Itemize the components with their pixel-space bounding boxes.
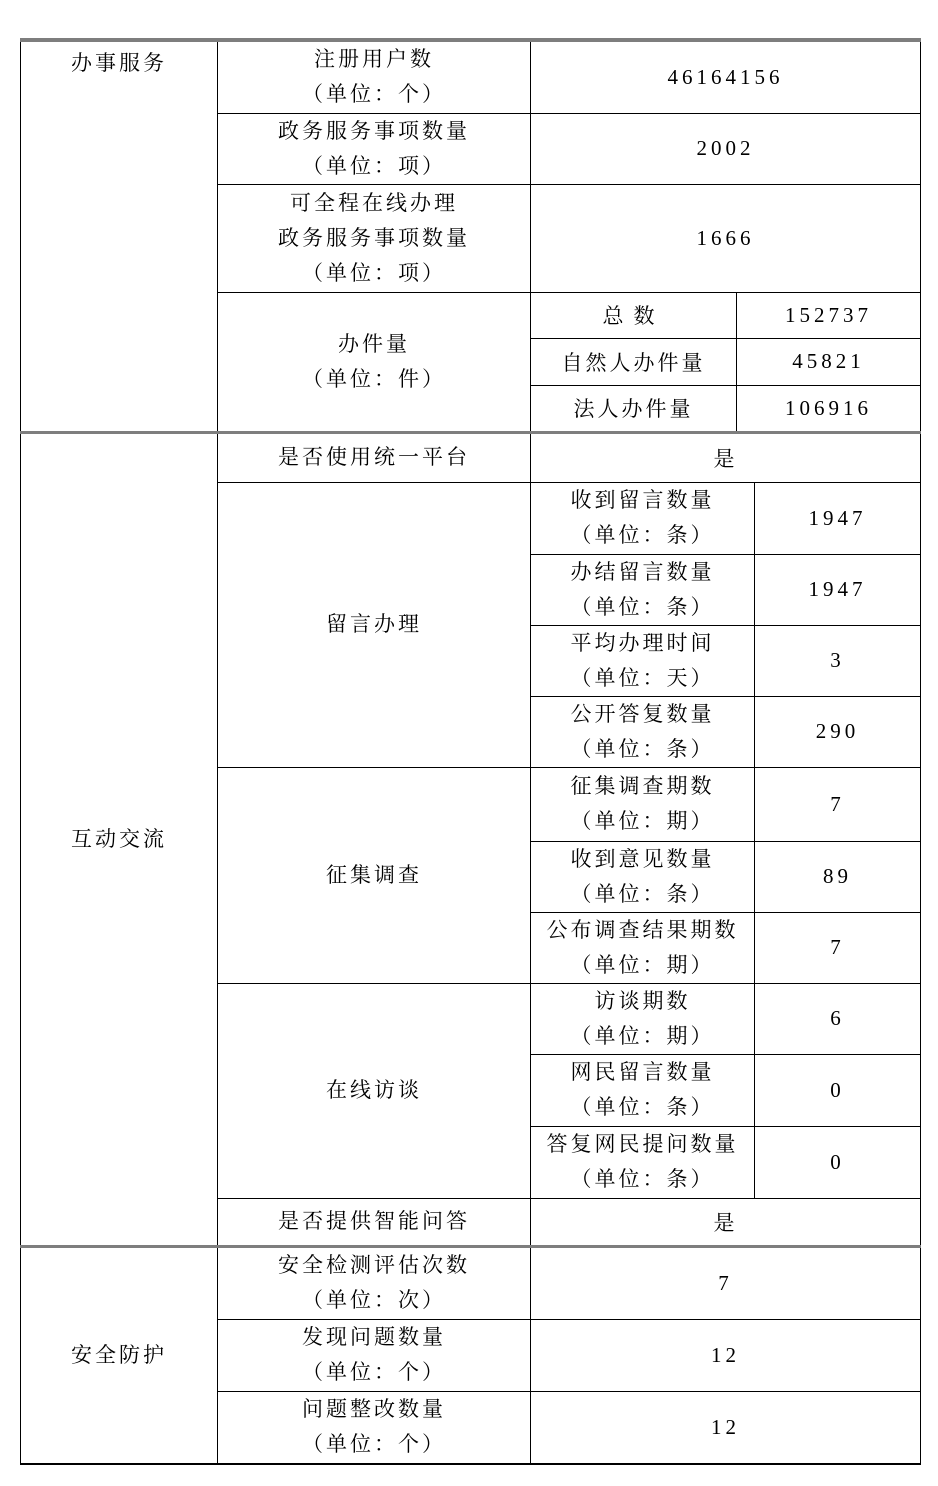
subitem-value: 152737 (737, 292, 921, 338)
subitem-value: 1947 (755, 554, 921, 625)
subitem-label: 法人办件量 (531, 385, 737, 432)
subitem-label: 访谈期数 (594, 988, 691, 1013)
category-cell-security (21, 1246, 218, 1464)
subitem-unit: （单位：条） (570, 881, 715, 906)
item-label: 发现问题数量 (302, 1325, 446, 1349)
item-label: 是否提供智能问答 (278, 1209, 470, 1233)
subitem-cell (531, 983, 755, 1054)
table-row (21, 432, 921, 482)
item-cell (218, 292, 531, 432)
value-cell: 7 (531, 1246, 921, 1319)
table-row (21, 40, 921, 113)
subitem-label: 网民留言数量 (570, 1060, 715, 1084)
item-cell (218, 983, 531, 1198)
subitem-label: 答复网民提问数量 (546, 1132, 739, 1156)
value-cell: 12 (531, 1391, 921, 1464)
value-cell: 46164156 (531, 40, 921, 113)
subitem-label: 公开答复数量 (570, 701, 715, 726)
subitem-value: 89 (755, 841, 921, 912)
item-unit: （单位：个） (302, 1432, 446, 1457)
item-label: 办件量 (338, 331, 410, 356)
subitem-unit: （单位：条） (570, 523, 715, 547)
subitem-cell (531, 482, 755, 554)
item-cell (218, 1198, 531, 1246)
subitem-unit: （单位：期） (570, 809, 715, 833)
subitem-value: 0 (755, 1054, 921, 1126)
subitem-label: 收到留言数量 (570, 488, 715, 512)
value-cell: 1666 (531, 184, 921, 292)
item-label: 安全检测评估次数 (278, 1253, 470, 1277)
category-cell-service (21, 40, 218, 432)
item-label: 可全程在线办理 (290, 190, 458, 215)
value-cell: 是 (531, 1198, 921, 1246)
table-row (21, 1246, 921, 1319)
item-label: 征集调查 (326, 862, 422, 887)
subitem-label: 总数 (531, 292, 737, 338)
item-label: 政务服务事项数量 (278, 118, 470, 143)
value-cell: 2002 (531, 113, 921, 184)
item-cell (218, 184, 531, 292)
subitem-value: 7 (755, 767, 921, 841)
subitem-unit: （单位：条） (570, 594, 715, 619)
item-unit: （单位：次） (302, 1288, 446, 1312)
subitem-unit: （单位：条） (570, 1167, 715, 1191)
item-cell (218, 1391, 531, 1464)
item-unit: （单位：个） (302, 1360, 446, 1384)
value-cell: 12 (531, 1319, 921, 1391)
item-label: 问题整改数量 (302, 1397, 446, 1422)
subitem-unit: （单位：期） (570, 1023, 715, 1048)
item-label: 政务服务事项数量 (278, 225, 470, 250)
category-label: 互动交流 (71, 826, 167, 851)
item-cell (218, 113, 531, 184)
subitem-unit: （单位：条） (570, 736, 715, 761)
item-cell (218, 1246, 531, 1319)
subitem-label: 征集调查期数 (570, 774, 715, 798)
subitem-value: 0 (755, 1126, 921, 1198)
subitem-unit: （单位：天） (570, 665, 715, 690)
subitem-value: 7 (755, 912, 921, 983)
subitem-cell (531, 1126, 755, 1198)
subitem-label: 公布调查结果期数 (546, 917, 739, 942)
category-label: 安全防护 (71, 1342, 167, 1367)
subitem-value: 1947 (755, 482, 921, 554)
subitem-unit: （单位：条） (570, 1095, 715, 1119)
item-unit: （单位：项） (302, 260, 446, 285)
subitem-cell (531, 554, 755, 625)
subitem-label: 办结留言数量 (570, 559, 715, 584)
subitem-value: 106916 (737, 385, 921, 432)
item-cell (218, 1319, 531, 1391)
item-cell (218, 767, 531, 983)
item-cell (218, 432, 531, 482)
item-unit: （单位：件） (302, 366, 446, 391)
subitem-cell (531, 696, 755, 767)
item-label: 注册用户数 (314, 47, 434, 72)
item-cell (218, 40, 531, 113)
item-label: 是否使用统一平台 (278, 445, 470, 469)
category-cell-interaction (21, 432, 218, 1246)
subitem-cell (531, 767, 755, 841)
subitem-label: 自然人办件量 (531, 338, 737, 385)
subitem-cell (531, 1054, 755, 1126)
subitem-value: 6 (755, 983, 921, 1054)
subitem-value: 3 (755, 625, 921, 696)
item-label: 留言办理 (326, 612, 422, 636)
item-unit: （单位：个） (302, 82, 446, 107)
subitem-cell (531, 841, 755, 912)
subitem-value: 290 (755, 696, 921, 767)
value-cell: 是 (531, 432, 921, 482)
subitem-value: 45821 (737, 338, 921, 385)
item-label: 在线访谈 (326, 1078, 422, 1102)
category-label: 办事服务 (71, 51, 167, 75)
subitem-unit: （单位：期） (570, 952, 715, 977)
subitem-cell (531, 912, 755, 983)
subitem-label: 平均办理时间 (570, 630, 715, 655)
item-unit: （单位：项） (302, 153, 446, 178)
subitem-cell (531, 625, 755, 696)
item-cell (218, 482, 531, 767)
subitem-label: 收到意见数量 (570, 846, 715, 871)
report-table (20, 38, 921, 1465)
